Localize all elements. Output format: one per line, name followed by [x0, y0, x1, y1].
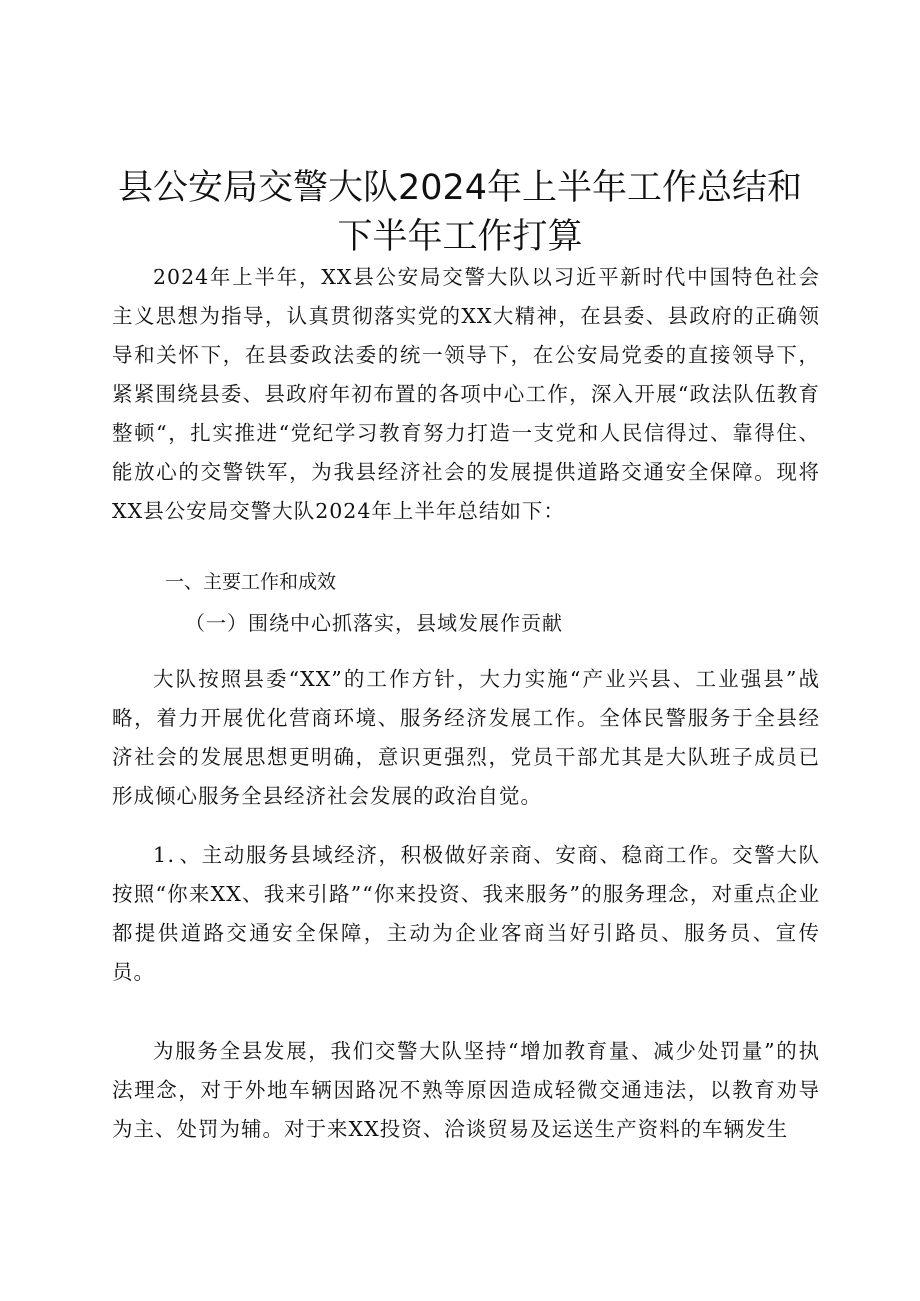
document-title-line-2: 下半年工作打算 — [337, 217, 583, 257]
intro-paragraph: 2024年上半年，XX县公安局交警大队以习近平新时代中国特色社会主义思想为指导，认真贯彻落实党的XX大精神，在县委、县政府的正确领导和关怀下，在县委政法委的统一领导下，在公安局党委的直接领导下，紧紧围绕县委、县政府年初布置的各项中心工作，深入开展“政法队伍教育整顿“，扎实推进“党纪学习教育努力打造一支党和人民信得过、靠得住、能放心的交警铁军，为我县经济社会的发展提供道路交通安全保障。现将XX县公安局交警大队2024年上半年总结如下： — [112, 265, 820, 523]
document-title-line-1: 县公安局交警大队2024年上半年工作总结和 — [117, 168, 803, 208]
team-paragraph: 大队按照县委“XX”的工作方针，大力实施“产业兴县、工业强县”战略，着力开展优化营商环境、服务经济发展工作。全体民警服务于全县经济社会的发展思想更明确，意识更强烈，党员干部尤其是大队班子成员已形成倾心服务全县经济社会发展的政治自觉。 — [112, 667, 820, 808]
subsection-1-heading: （一）围绕中心抓落实，县域发展作贡献 — [185, 611, 563, 635]
service-paragraph: 为服务全县发展，我们交警大队坚持“增加教育量、减少处罚量”的执法理念，对于外地车辆因路况不熟等原因造成轻微交通违法，以教育劝导为主、处罚为辅。对于来XX投资、洽谈贸易及运送生产资料的车辆发生 — [112, 1039, 820, 1141]
section-1-heading: 一、主要工作和成效 — [165, 571, 337, 593]
item-1-paragraph: 1．、主动服务县域经济，积极做好亲商、安商、稳商工作。交警大队按照“你来XX、我来引路”“你来投资、我来服务”的服务理念，对重点企业都提供道路交通安全保障，主动为企业客商当好引路员、服务员、宣传员。 — [112, 843, 820, 984]
